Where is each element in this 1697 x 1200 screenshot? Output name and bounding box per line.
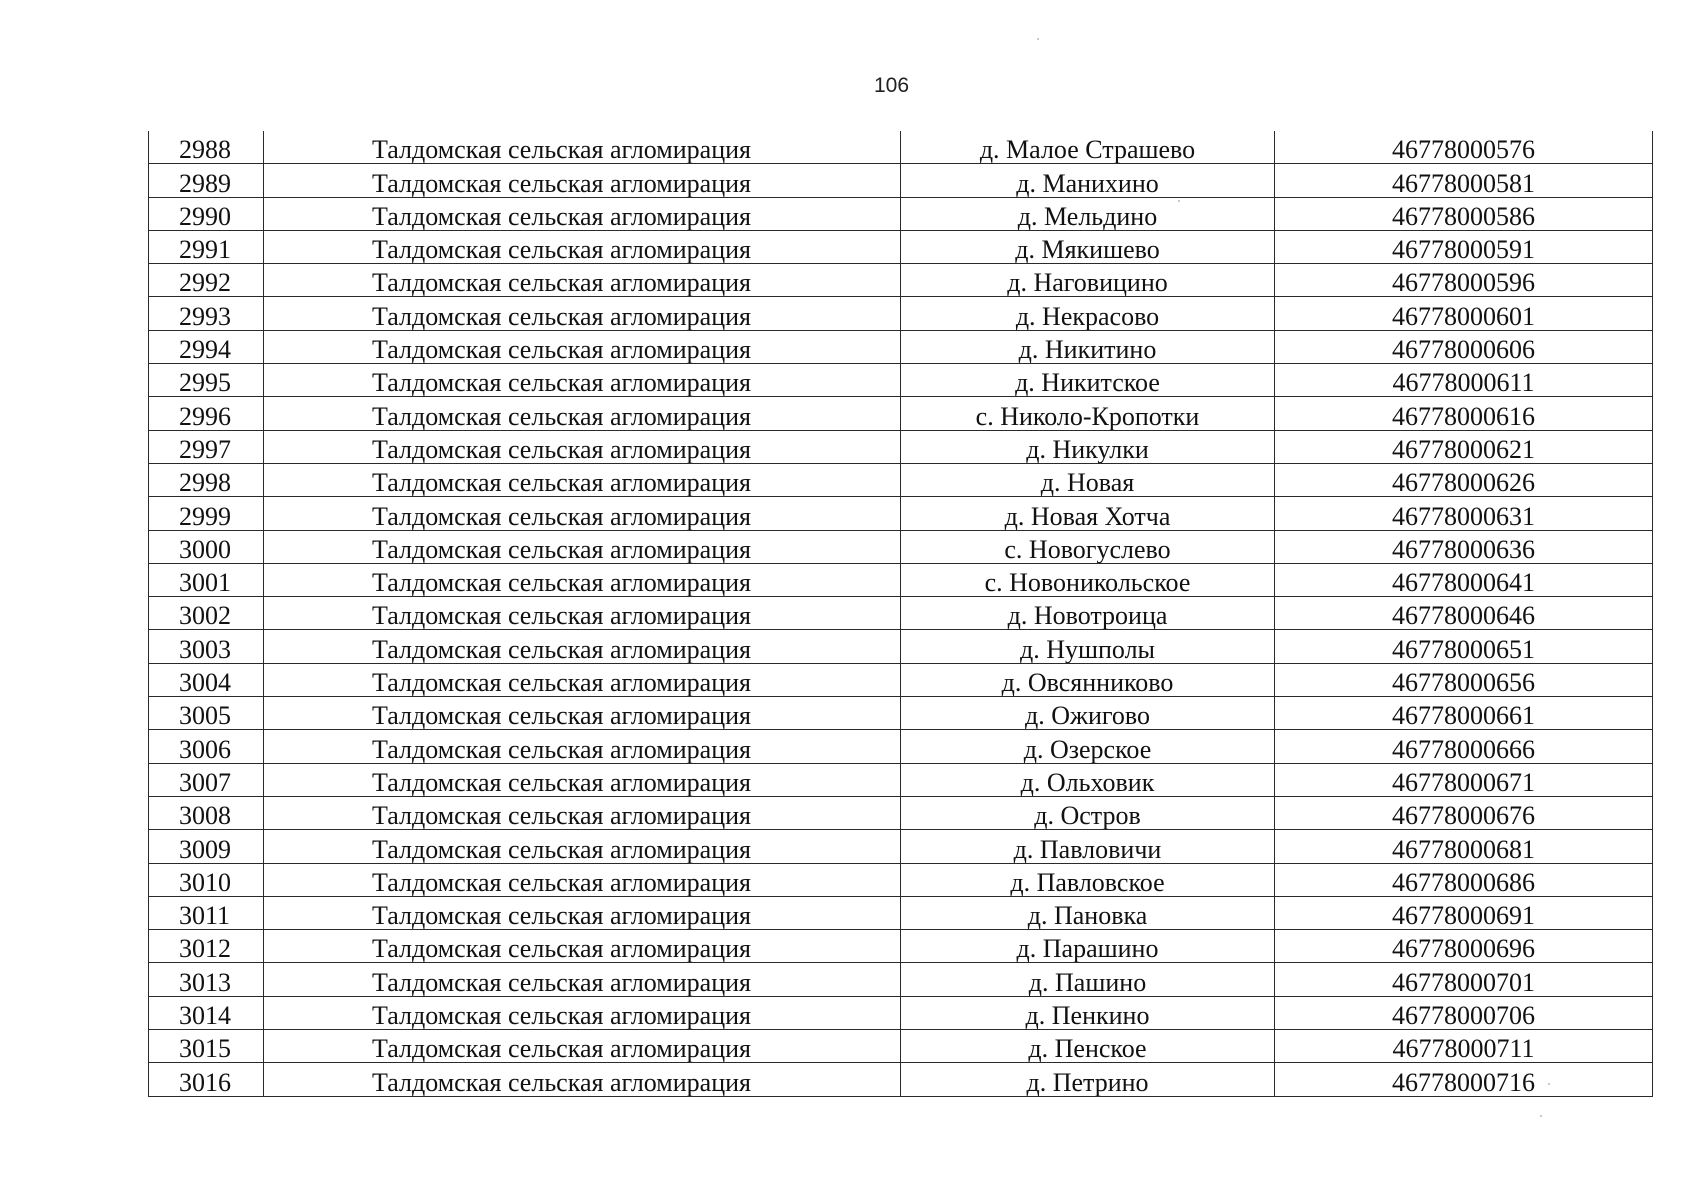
oktmo-code-cell: 46778000616 <box>1275 397 1653 430</box>
row-number-cell: 3003 <box>149 630 264 663</box>
agglomeration-cell: Талдомская сельская агломирация <box>264 264 901 297</box>
oktmo-code-cell: 46778000656 <box>1275 663 1653 696</box>
settlement-cell: д. Наговицино <box>901 264 1275 297</box>
row-number-cell: 3007 <box>149 763 264 796</box>
agglomeration-cell: Талдомская сельская агломирация <box>264 330 901 363</box>
table-row <box>149 131 1653 164</box>
row-number-cell: 2989 <box>149 164 264 197</box>
oktmo-code-cell: 46778000666 <box>1275 730 1653 763</box>
settlement-cell: д. Павловичи <box>901 830 1275 863</box>
agglomeration-cell: Талдомская сельская агломирация <box>264 630 901 663</box>
agglomeration-cell: Талдомская сельская агломирация <box>264 863 901 896</box>
row-number-cell: 2997 <box>149 430 264 463</box>
settlement-cell: д. Ожигово <box>901 697 1275 730</box>
table-row <box>149 364 1653 397</box>
table-row <box>149 963 1653 996</box>
oktmo-code-cell: 46778000601 <box>1275 297 1653 330</box>
settlement-cell: д. Никитское <box>901 364 1275 397</box>
row-number-cell: 2991 <box>149 230 264 263</box>
oktmo-code-cell: 46778000621 <box>1275 430 1653 463</box>
table-row <box>149 996 1653 1029</box>
row-number-cell: 2996 <box>149 397 264 430</box>
row-number-cell: 3015 <box>149 1030 264 1063</box>
table-row <box>149 463 1653 496</box>
table-row <box>149 763 1653 796</box>
oktmo-code-cell: 46778000701 <box>1275 963 1653 996</box>
agglomeration-cell: Талдомская сельская агломирация <box>264 1063 901 1096</box>
oktmo-code-cell: 46778000581 <box>1275 164 1653 197</box>
settlement-cell: с. Новоникольское <box>901 563 1275 596</box>
row-number-cell: 3014 <box>149 996 264 1029</box>
row-number-cell: 2999 <box>149 497 264 530</box>
agglomeration-cell: Талдомская сельская агломирация <box>264 297 901 330</box>
agglomeration-cell: Талдомская сельская агломирация <box>264 730 901 763</box>
agglomeration-cell: Талдомская сельская агломирация <box>264 1030 901 1063</box>
settlement-cell: д. Манихино <box>901 164 1275 197</box>
agglomeration-cell: Талдомская сельская агломирация <box>264 397 901 430</box>
table-row <box>149 597 1653 630</box>
row-number-cell: 2995 <box>149 364 264 397</box>
row-number-cell: 3002 <box>149 597 264 630</box>
agglomeration-cell: Талдомская сельская агломирация <box>264 497 901 530</box>
settlement-cell: д. Нушполы <box>901 630 1275 663</box>
row-number-cell: 3005 <box>149 697 264 730</box>
row-number-cell: 3006 <box>149 730 264 763</box>
oktmo-code-cell: 46778000606 <box>1275 330 1653 363</box>
settlement-cell: с. Новогуслево <box>901 530 1275 563</box>
row-number-cell: 2988 <box>149 131 264 164</box>
oktmo-code-cell: 46778000586 <box>1275 197 1653 230</box>
agglomeration-cell: Талдомская сельская агломирация <box>264 197 901 230</box>
table-body <box>149 131 1653 1096</box>
table-row <box>149 896 1653 929</box>
table-row <box>149 830 1653 863</box>
table-row <box>149 297 1653 330</box>
agglomeration-cell: Талдомская сельская агломирация <box>264 164 901 197</box>
oktmo-code-cell: 46778000641 <box>1275 563 1653 596</box>
settlement-cell: д. Некрасово <box>901 297 1275 330</box>
settlement-cell: д. Пановка <box>901 896 1275 929</box>
oktmo-code-cell: 46778000651 <box>1275 630 1653 663</box>
oktmo-code-cell: 46778000706 <box>1275 996 1653 1029</box>
settlement-cell: д. Павловское <box>901 863 1275 896</box>
oktmo-code-cell: 46778000576 <box>1275 131 1653 164</box>
oktmo-code-cell: 46778000591 <box>1275 230 1653 263</box>
table-row <box>149 264 1653 297</box>
agglomeration-cell: Талдомская сельская агломирация <box>264 996 901 1029</box>
row-number-cell: 3008 <box>149 796 264 829</box>
table-row <box>149 430 1653 463</box>
settlement-cell: д. Новая <box>901 463 1275 496</box>
row-number-cell: 3004 <box>149 663 264 696</box>
settlement-cell: д. Никитино <box>901 330 1275 363</box>
row-number-cell: 2993 <box>149 297 264 330</box>
table-row <box>149 530 1653 563</box>
table-row <box>149 1063 1653 1096</box>
row-number-cell: 2998 <box>149 463 264 496</box>
oktmo-code-cell: 46778000596 <box>1275 264 1653 297</box>
oktmo-code-cell: 46778000671 <box>1275 763 1653 796</box>
agglomeration-cell: Талдомская сельская агломирация <box>264 131 901 164</box>
oktmo-code-cell: 46778000711 <box>1275 1030 1653 1063</box>
settlement-cell: с. Николо-Кропотки <box>901 397 1275 430</box>
settlement-cell: д. Овсянниково <box>901 663 1275 696</box>
settlements-table <box>148 131 1653 1097</box>
row-number-cell: 3001 <box>149 563 264 596</box>
oktmo-code-cell: 46778000696 <box>1275 930 1653 963</box>
settlement-cell: д. Пенкино <box>901 996 1275 1029</box>
row-number-cell: 3012 <box>149 930 264 963</box>
agglomeration-cell: Талдомская сельская агломирация <box>264 530 901 563</box>
agglomeration-cell: Талдомская сельская агломирация <box>264 796 901 829</box>
settlement-cell: д. Пенское <box>901 1030 1275 1063</box>
agglomeration-cell: Талдомская сельская агломирация <box>264 230 901 263</box>
oktmo-code-cell: 46778000686 <box>1275 863 1653 896</box>
scan-speck <box>1178 200 1180 202</box>
scan-speck <box>1540 1115 1542 1117</box>
oktmo-code-cell: 46778000661 <box>1275 697 1653 730</box>
table-row <box>149 497 1653 530</box>
agglomeration-cell: Талдомская сельская агломирация <box>264 430 901 463</box>
table-row <box>149 730 1653 763</box>
row-number-cell: 3010 <box>149 863 264 896</box>
table-row <box>149 663 1653 696</box>
agglomeration-cell: Талдомская сельская агломирация <box>264 763 901 796</box>
row-number-cell: 3016 <box>149 1063 264 1096</box>
table-row <box>149 197 1653 230</box>
row-number-cell: 3009 <box>149 830 264 863</box>
oktmo-code-cell: 46778000611 <box>1275 364 1653 397</box>
oktmo-code-cell: 46778000626 <box>1275 463 1653 496</box>
agglomeration-cell: Талдомская сельская агломирация <box>264 597 901 630</box>
settlement-cell: д. Никулки <box>901 430 1275 463</box>
row-number-cell: 2990 <box>149 197 264 230</box>
row-number-cell: 2994 <box>149 330 264 363</box>
oktmo-code-cell: 46778000716 <box>1275 1063 1653 1096</box>
table-row <box>149 563 1653 596</box>
agglomeration-cell: Талдомская сельская агломирация <box>264 930 901 963</box>
table-row <box>149 1030 1653 1063</box>
oktmo-code-cell: 46778000636 <box>1275 530 1653 563</box>
agglomeration-cell: Талдомская сельская агломирация <box>264 697 901 730</box>
settlement-cell: д. Петрино <box>901 1063 1275 1096</box>
table-row <box>149 164 1653 197</box>
settlement-cell: д. Мельдино <box>901 197 1275 230</box>
oktmo-code-cell: 46778000681 <box>1275 830 1653 863</box>
agglomeration-cell: Талдомская сельская агломирация <box>264 364 901 397</box>
settlement-cell: д. Озерское <box>901 730 1275 763</box>
scan-speck <box>1548 1083 1550 1085</box>
agglomeration-cell: Талдомская сельская агломирация <box>264 963 901 996</box>
table-row <box>149 397 1653 430</box>
settlement-cell: д. Малое Страшево <box>901 131 1275 164</box>
oktmo-code-cell: 46778000676 <box>1275 796 1653 829</box>
agglomeration-cell: Талдомская сельская агломирация <box>264 663 901 696</box>
row-number-cell: 3011 <box>149 896 264 929</box>
table-row <box>149 330 1653 363</box>
row-number-cell: 3013 <box>149 963 264 996</box>
table-row <box>149 630 1653 663</box>
table-row <box>149 697 1653 730</box>
settlement-cell: д. Мякишево <box>901 230 1275 263</box>
agglomeration-cell: Талдомская сельская агломирация <box>264 896 901 929</box>
oktmo-code-cell: 46778000646 <box>1275 597 1653 630</box>
settlement-cell: д. Новая Хотча <box>901 497 1275 530</box>
scan-speck <box>1037 38 1039 40</box>
settlement-cell: д. Остров <box>901 796 1275 829</box>
settlement-cell: д. Парашино <box>901 930 1275 963</box>
row-number-cell: 2992 <box>149 264 264 297</box>
settlement-cell: д. Ольховик <box>901 763 1275 796</box>
table-row <box>149 796 1653 829</box>
settlement-cell: д. Новотроица <box>901 597 1275 630</box>
table-row <box>149 863 1653 896</box>
table-row <box>149 230 1653 263</box>
agglomeration-cell: Талдомская сельская агломирация <box>264 463 901 496</box>
agglomeration-cell: Талдомская сельская агломирация <box>264 563 901 596</box>
settlement-cell: д. Пашино <box>901 963 1275 996</box>
agglomeration-cell: Талдомская сельская агломирация <box>264 830 901 863</box>
oktmo-code-cell: 46778000631 <box>1275 497 1653 530</box>
table-row <box>149 930 1653 963</box>
page-number: 106 <box>873 74 910 97</box>
row-number-cell: 3000 <box>149 530 264 563</box>
oktmo-code-cell: 46778000691 <box>1275 896 1653 929</box>
